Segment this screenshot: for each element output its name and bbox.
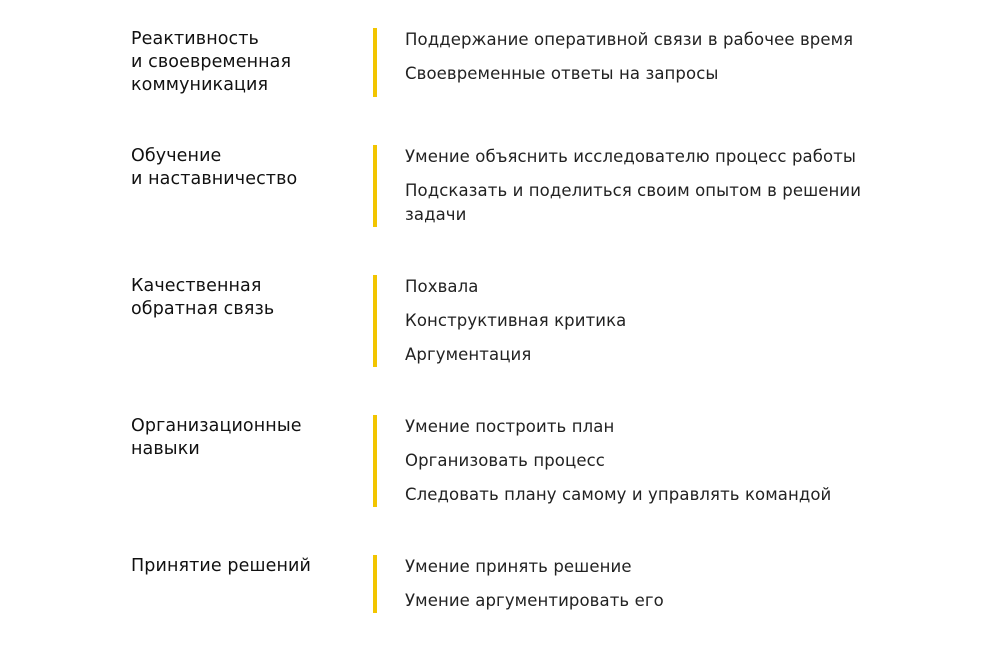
list-item: Умение принять решение — [405, 557, 632, 576]
accent-bar — [373, 145, 377, 227]
list-item: Похвала — [405, 277, 479, 296]
accent-bar — [373, 555, 377, 613]
section-title: Принятие решений — [131, 556, 311, 576]
accent-bar — [373, 415, 377, 507]
section-items — [405, 275, 885, 377]
section-items — [405, 415, 885, 517]
list-item: Поддержание оперативной связи в рабочее время — [405, 30, 854, 49]
list-item: Следовать плану самому и управлять командой — [405, 485, 832, 504]
list-item: Аргументация — [405, 345, 532, 364]
section-title: Обучение и наставничество — [131, 146, 298, 189]
section-title: Реактивность и своевременная коммуникация — [131, 29, 292, 95]
list-item: Умение построить план — [405, 417, 615, 436]
list-item: Конструктивная критика — [405, 311, 627, 330]
accent-bar — [373, 28, 377, 97]
section-items — [405, 28, 885, 96]
list-item: Своевременные ответы на запросы — [405, 64, 719, 83]
section-items — [405, 145, 885, 237]
section-title: Качественная обратная связь — [131, 276, 275, 319]
section-title: Организационные навыки — [131, 416, 302, 459]
section-items — [405, 555, 885, 623]
list-item: Подсказать и поделиться своим опытом в решении задачи — [405, 181, 862, 224]
list-item: Умение объяснить исследователю процесс работы — [405, 147, 857, 166]
list-item: Умение аргументировать его — [405, 591, 664, 610]
list-item: Организовать процесс — [405, 451, 605, 470]
accent-bar — [373, 275, 377, 367]
